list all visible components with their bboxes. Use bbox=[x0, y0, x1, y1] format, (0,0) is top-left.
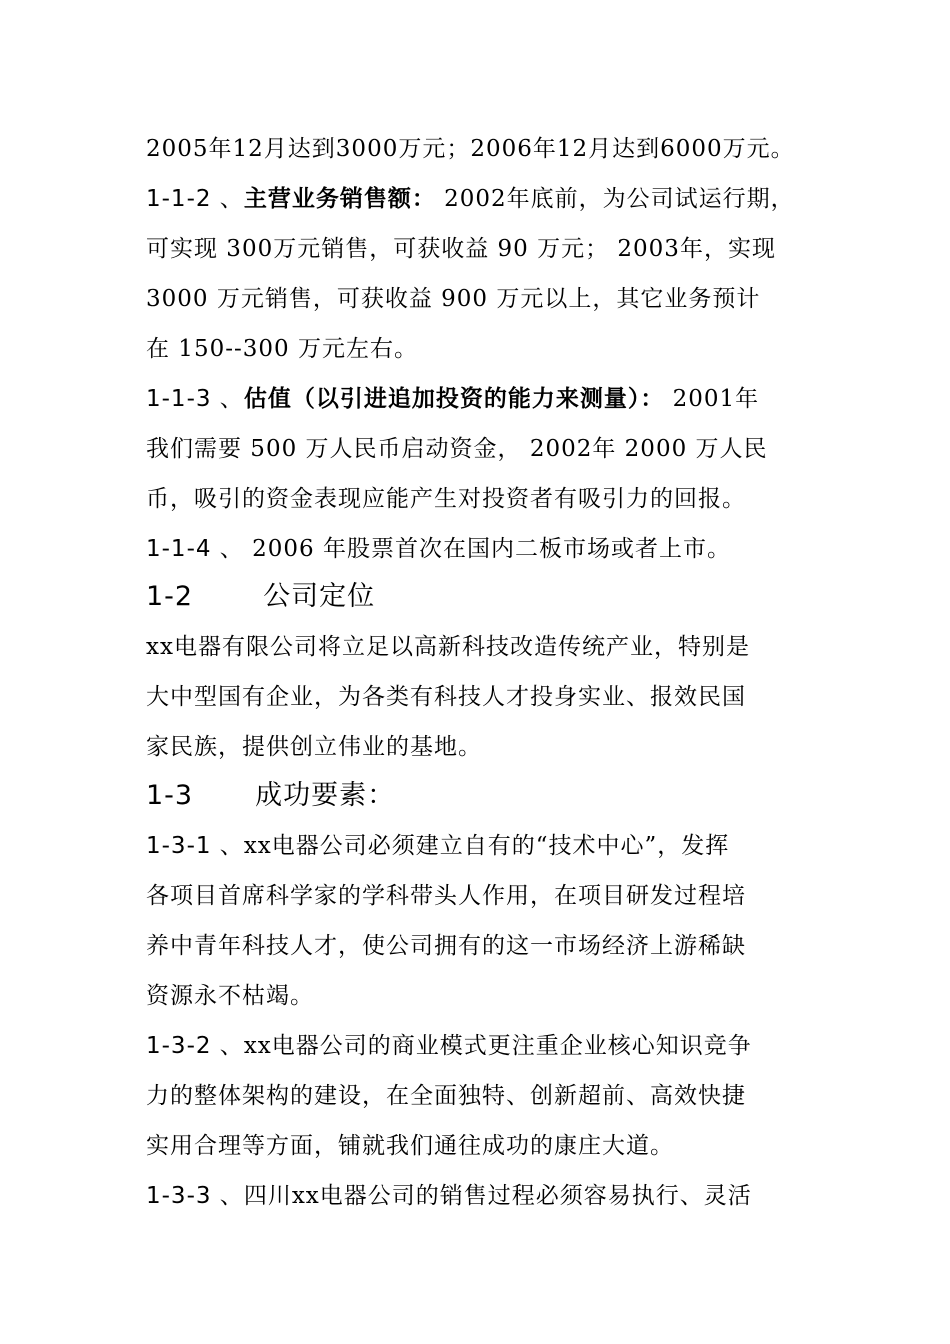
text-line-15 bbox=[146, 931, 826, 961]
item-number-1-1-4: 1-1-4 、 bbox=[146, 536, 244, 562]
item-title-sales: 主营业务销售额： bbox=[243, 186, 436, 212]
section-number: 1-2 bbox=[146, 581, 194, 612]
item-title-valuation: 估值（以引进追加投资的能力来测量）： bbox=[243, 386, 665, 412]
text-line-13 bbox=[146, 831, 826, 861]
line-text: xx电器公司的商业模式更注重企业核心知识竞争 bbox=[243, 1033, 752, 1059]
section-heading-1-2 bbox=[146, 580, 826, 614]
line-text: xx电器有限公司将立足以高新科技改造传统产业，特别是 bbox=[146, 634, 750, 660]
line-text: xx电器公司必须建立自有的“技术中心”，发挥 bbox=[243, 833, 730, 859]
text-line-5 bbox=[146, 334, 826, 364]
text-line-18 bbox=[146, 1081, 826, 1111]
text-line-16 bbox=[146, 981, 826, 1011]
line-text: 养中青年科技人才，使公司拥有的这一市场经济上游稀缺 bbox=[146, 933, 746, 959]
line-text: 2005年12月达到3000万元；2006年12月达到6000万元。 bbox=[146, 136, 795, 162]
item-number-1-1-3: 1-1-3 、 bbox=[146, 386, 244, 412]
line-text: 2002年底前，为公司试运行期， bbox=[435, 186, 795, 212]
text-line-9 bbox=[146, 534, 826, 564]
line-text: 2001年 bbox=[664, 386, 760, 412]
text-line-19 bbox=[146, 1131, 826, 1161]
line-text: 3000 万元销售，可获收益 900 万元以上，其它业务预计 bbox=[146, 286, 761, 312]
line-text: 可实现 300万元销售，可获收益 90 万元； 2003年，实现 bbox=[146, 236, 776, 262]
section-number: 1-3 bbox=[146, 780, 194, 811]
line-text: 各项目首席科学家的学科带头人作用，在项目研发过程培 bbox=[146, 883, 746, 909]
line-text: 在 150--300 万元左右。 bbox=[146, 336, 418, 362]
text-line-3 bbox=[146, 234, 826, 264]
text-line-2 bbox=[146, 184, 826, 214]
item-number-1-3-2: 1-3-2 、 bbox=[146, 1033, 244, 1059]
line-text: 家民族，提供创立伟业的基地。 bbox=[146, 734, 482, 760]
text-line-1 bbox=[146, 134, 826, 164]
item-number-1-1-2: 1-1-2 、 bbox=[146, 186, 244, 212]
text-line-4 bbox=[146, 284, 826, 314]
line-text: 资源永不枯竭。 bbox=[146, 983, 314, 1009]
text-line-10 bbox=[146, 632, 826, 662]
line-text: 四川xx电器公司的销售过程必须容易执行、灵活 bbox=[243, 1183, 752, 1209]
line-text: 币，吸引的资金表现应能产生对投资者有吸引力的回报。 bbox=[146, 486, 746, 512]
item-number-1-3-1: 1-3-1 、 bbox=[146, 833, 244, 859]
text-line-14 bbox=[146, 881, 826, 911]
section-heading-1-3 bbox=[146, 779, 826, 813]
line-text: 实用合理等方面，铺就我们通往成功的康庄大道。 bbox=[146, 1133, 674, 1159]
text-line-6 bbox=[146, 384, 826, 414]
line-text: 我们需要 500 万人民币启动资金， 2002年 2000 万人民 bbox=[146, 436, 768, 462]
text-line-20 bbox=[146, 1181, 826, 1211]
section-title: 公司定位 bbox=[263, 581, 376, 612]
text-line-7 bbox=[146, 434, 826, 464]
item-number-1-3-3: 1-3-3 、 bbox=[146, 1183, 244, 1209]
line-text: 力的整体架构的建设，在全面独特、创新超前、高效快捷 bbox=[146, 1083, 746, 1109]
text-line-12 bbox=[146, 732, 826, 762]
text-line-11 bbox=[146, 682, 826, 712]
line-text: 2006 年股票首次在国内二板市场或者上市。 bbox=[243, 536, 731, 562]
text-line-17 bbox=[146, 1031, 826, 1061]
line-text: 大中型国有企业，为各类有科技人才投身实业、报效民国 bbox=[146, 684, 746, 710]
section-title: 成功要素： bbox=[255, 780, 396, 811]
text-line-8 bbox=[146, 484, 826, 514]
